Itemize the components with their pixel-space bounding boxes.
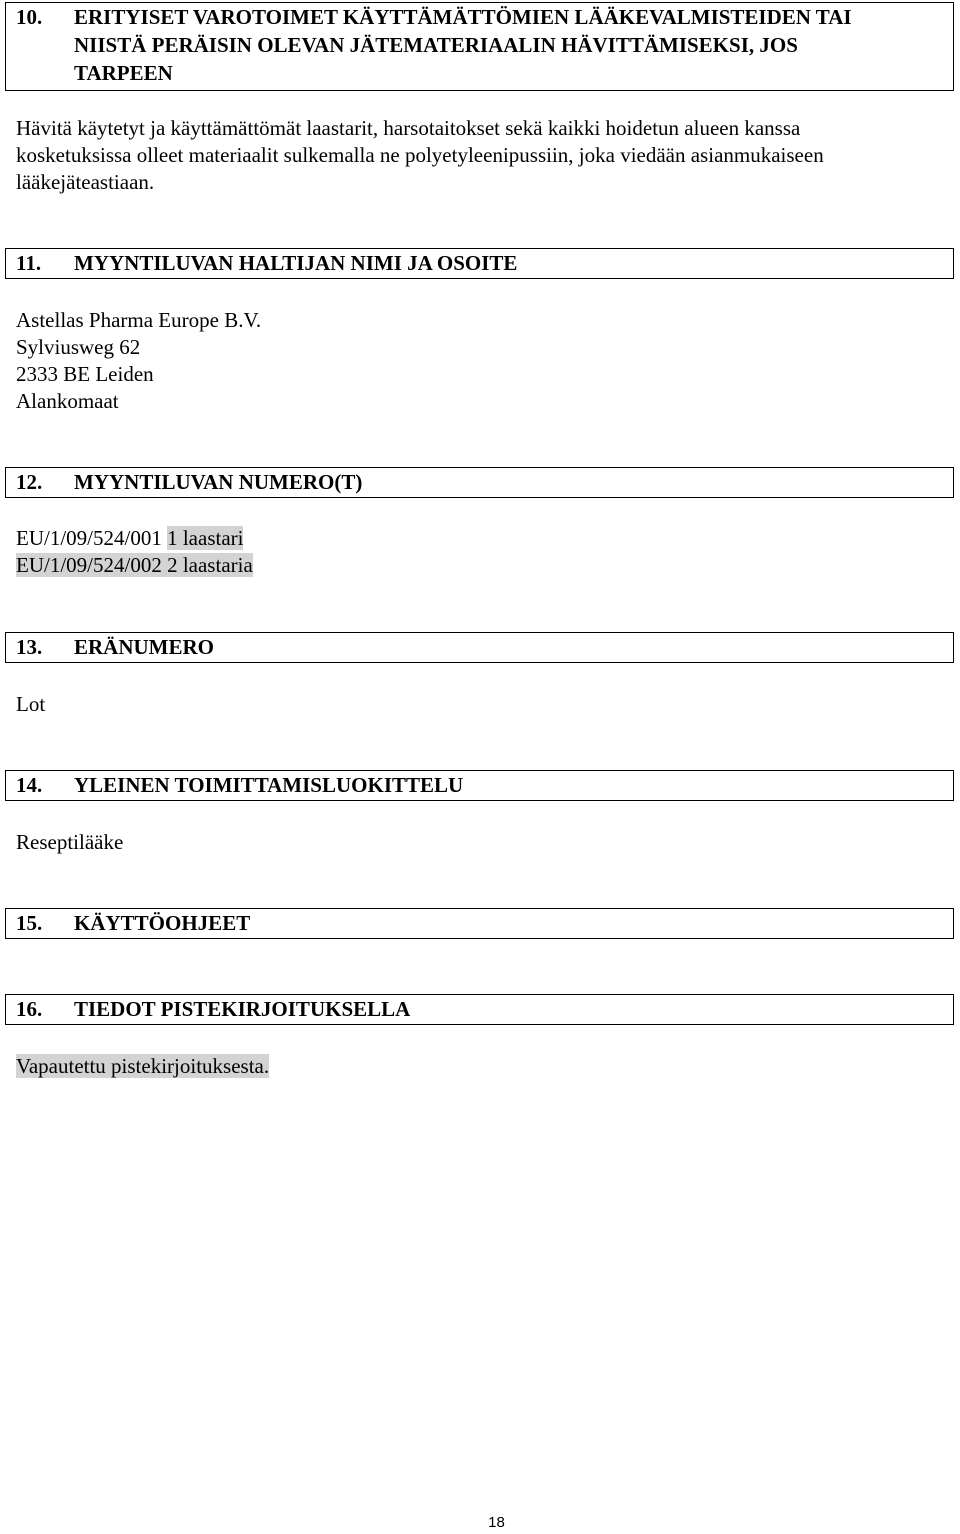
- authorisation-number-line: [16, 525, 243, 552]
- section-title: TIEDOT PISTEKIRJOITUKSELLA: [74, 997, 411, 1021]
- section-title: MYYNTILUVAN HALTIJAN NIMI JA OSOITE: [74, 251, 518, 275]
- section-10-body-line: Hävitä käytetyt ja käyttämättömät laastarit, harsotaitokset sekä kaikki hoidetun alueen kanssa: [16, 116, 801, 140]
- section-number: 15.: [16, 911, 43, 935]
- section-11-header: [5, 248, 954, 279]
- classification-text: Reseptilääke: [16, 830, 124, 854]
- section-10-body-line: kosketuksissa olleet materiaalit sulkemalla ne polyetyleenipussiin, joka viedään asianmukaiseen: [16, 143, 824, 167]
- section-title: KÄYTTÖOHJEET: [74, 911, 251, 935]
- section-title-line: ERITYISET VAROTOIMET KÄYTTÄMÄTTÖMIEN LÄÄKEVALMISTEIDEN TAI: [74, 5, 852, 29]
- page-number: 18: [488, 1514, 505, 1531]
- section-title-line: NIISTÄ PERÄISIN OLEVAN JÄTEMATERIAALIN HÄVITTÄMISEKSI, JOS: [74, 33, 798, 57]
- section-13-header: [5, 632, 954, 663]
- section-title-line: TARPEEN: [74, 61, 173, 85]
- section-10-header: [5, 2, 954, 91]
- holder-city: 2333 BE Leiden: [16, 362, 154, 386]
- holder-name: Astellas Pharma Europe B.V.: [16, 308, 262, 332]
- highlighted-text: 1 laastari: [167, 526, 244, 550]
- lot-label: Lot: [16, 692, 46, 716]
- section-10-body-line: lääkejäteastiaan.: [16, 170, 155, 194]
- section-number: 11.: [16, 251, 42, 275]
- section-title: YLEINEN TOIMITTAMISLUOKITTELU: [74, 773, 464, 797]
- section-title: MYYNTILUVAN NUMERO(T): [74, 470, 363, 494]
- authorisation-code: EU/1/09/524/001: [16, 526, 162, 550]
- holder-country: Alankomaat: [16, 389, 119, 413]
- section-number: 14.: [16, 773, 43, 797]
- section-12-header: [5, 467, 954, 498]
- section-number: 16.: [16, 997, 43, 1021]
- authorisation-number-line: [16, 552, 253, 579]
- section-title: [74, 3, 945, 87]
- section-15-header: [5, 908, 954, 939]
- section-number: 10.: [16, 5, 43, 29]
- highlighted-text: EU/1/09/524/002 2 laastaria: [16, 553, 253, 577]
- section-number: 12.: [16, 470, 43, 494]
- highlighted-text: Vapautettu pistekirjoituksesta.: [16, 1054, 270, 1078]
- section-16-header: [5, 994, 954, 1025]
- section-14-header: [5, 770, 954, 801]
- braille-info-line: [16, 1053, 269, 1080]
- section-title: ERÄNUMERO: [74, 635, 214, 659]
- holder-street: Sylviusweg 62: [16, 335, 141, 359]
- section-number: 13.: [16, 635, 43, 659]
